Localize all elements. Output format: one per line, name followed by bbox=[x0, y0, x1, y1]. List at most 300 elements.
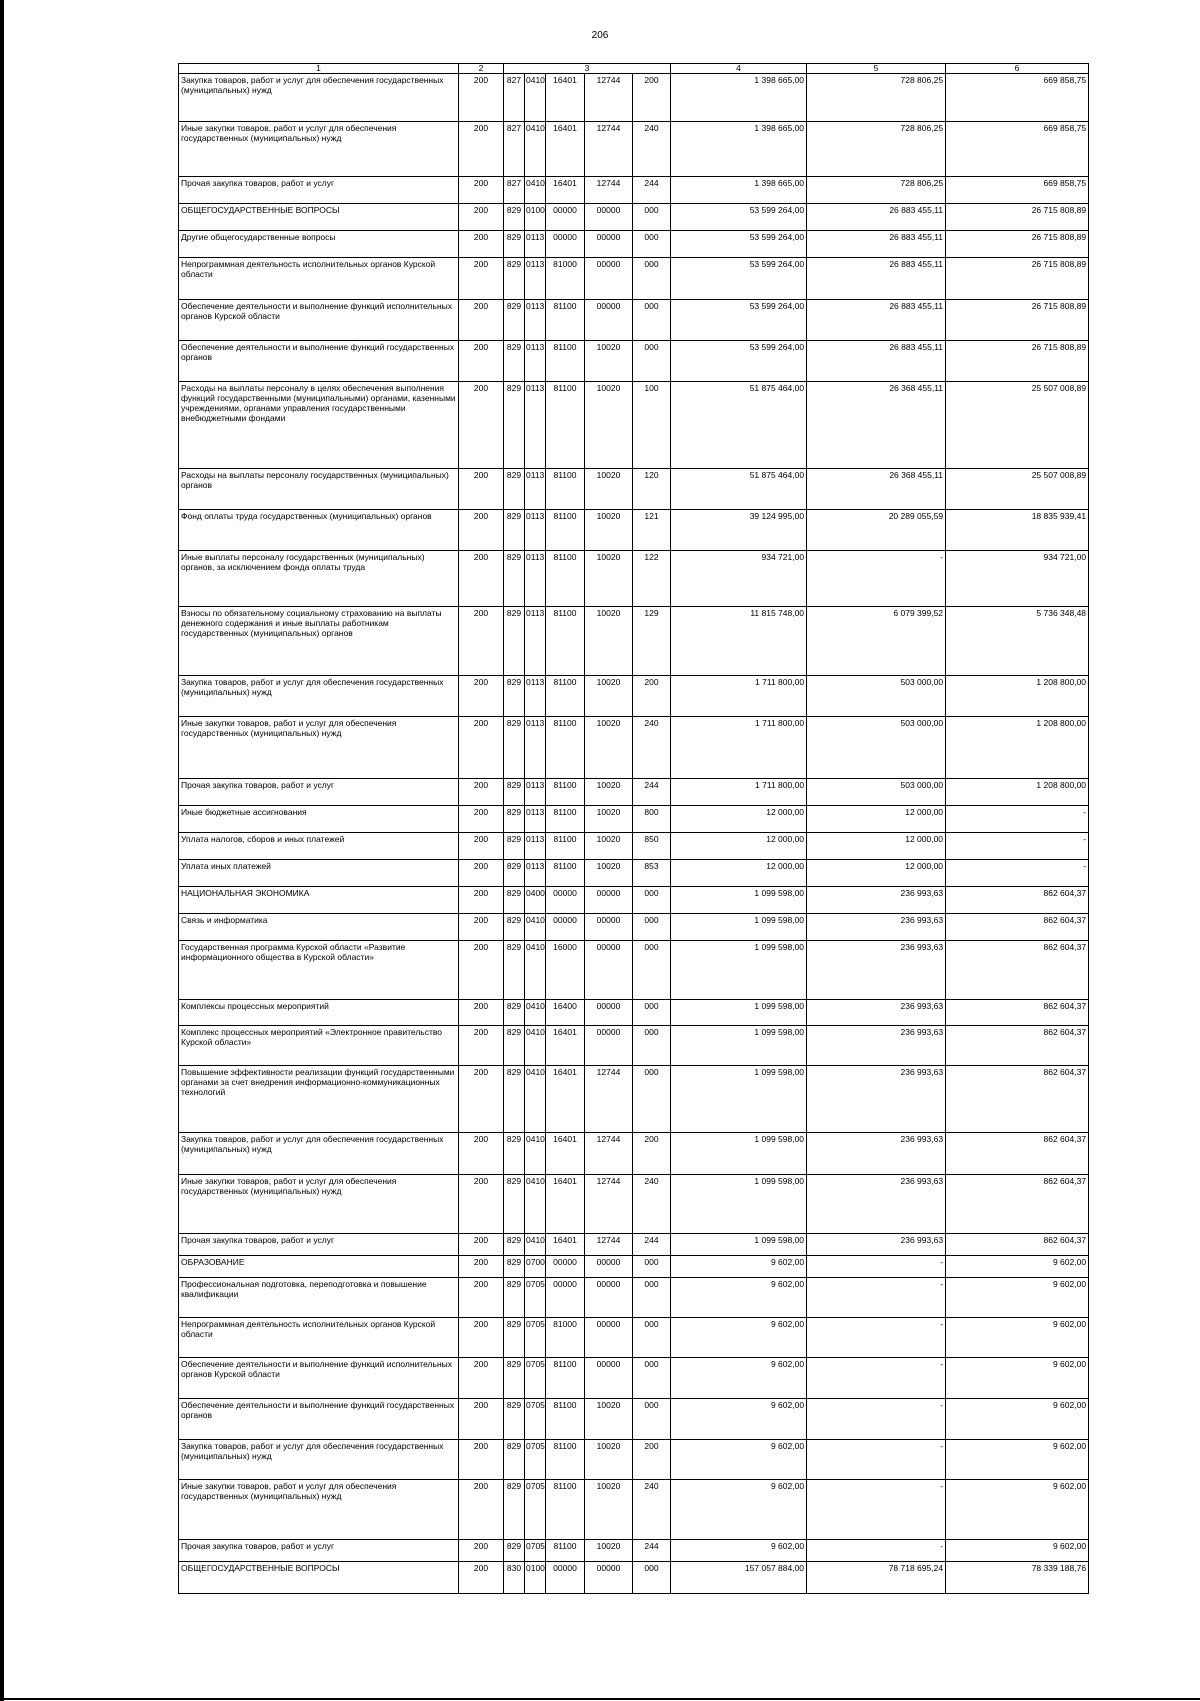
row-code-type-cell: 244 bbox=[633, 779, 671, 806]
table-row bbox=[179, 1234, 1089, 1256]
row-code-program-cell: 81100 bbox=[546, 341, 585, 382]
row-code-section-cell: 0113 bbox=[525, 231, 546, 258]
row-value-5-cell: 78 718 695,24 bbox=[807, 1562, 946, 1594]
row-code-section-cell: 0705 bbox=[525, 1480, 546, 1540]
row-value-4-cell: 1 398 665,00 bbox=[671, 122, 807, 177]
row-code-admin-cell: 829 bbox=[504, 1026, 525, 1066]
table-row bbox=[179, 1066, 1089, 1133]
row-code-type-cell: 000 bbox=[633, 1358, 671, 1399]
row-value-6-cell: 9 602,00 bbox=[946, 1480, 1089, 1540]
row-code-type-cell: 200 bbox=[633, 1133, 671, 1175]
row-value-5-cell: 503 000,00 bbox=[807, 676, 946, 717]
row-value-6-cell: 862 604,37 bbox=[946, 1026, 1089, 1066]
row-value-5-cell: 236 993,63 bbox=[807, 1066, 946, 1133]
row-value-4-cell: 51 875 464,00 bbox=[671, 382, 807, 469]
row-value-4-cell: 1 398 665,00 bbox=[671, 74, 807, 122]
row-code-section-cell: 0113 bbox=[525, 469, 546, 510]
row-value-4-cell: 1 099 598,00 bbox=[671, 1026, 807, 1066]
row-value-6-cell: - bbox=[946, 806, 1089, 833]
table-row bbox=[179, 676, 1089, 717]
row-value-6-cell: 862 604,37 bbox=[946, 1175, 1089, 1234]
row-code-program-cell: 81100 bbox=[546, 1399, 585, 1440]
table-row bbox=[179, 1175, 1089, 1234]
row-code-direction-cell: 10020 bbox=[585, 806, 633, 833]
row-code-type-cell: 000 bbox=[633, 341, 671, 382]
table-row bbox=[179, 258, 1089, 300]
row-col2-cell: 200 bbox=[459, 1278, 504, 1318]
table-row bbox=[179, 469, 1089, 510]
row-name-cell: ОБРАЗОВАНИЕ bbox=[179, 1256, 459, 1278]
row-code-program-cell: 00000 bbox=[546, 887, 585, 914]
row-value-5-cell: 236 993,63 bbox=[807, 914, 946, 941]
row-value-6-cell: 9 602,00 bbox=[946, 1278, 1089, 1318]
row-col2-cell: 200 bbox=[459, 887, 504, 914]
row-value-4-cell: 53 599 264,00 bbox=[671, 341, 807, 382]
row-value-4-cell: 1 711 800,00 bbox=[671, 779, 807, 806]
row-value-4-cell: 9 602,00 bbox=[671, 1318, 807, 1358]
row-value-4-cell: 12 000,00 bbox=[671, 860, 807, 887]
row-col2-cell: 200 bbox=[459, 258, 504, 300]
row-code-program-cell: 16401 bbox=[546, 1026, 585, 1066]
row-code-program-cell: 81100 bbox=[546, 551, 585, 607]
row-code-admin-cell: 829 bbox=[504, 1480, 525, 1540]
row-col2-cell: 200 bbox=[459, 860, 504, 887]
row-code-program-cell: 81100 bbox=[546, 469, 585, 510]
row-value-6-cell: 9 602,00 bbox=[946, 1358, 1089, 1399]
row-value-5-cell: - bbox=[807, 1358, 946, 1399]
row-value-5-cell: 26 883 455,11 bbox=[807, 341, 946, 382]
row-code-type-cell: 000 bbox=[633, 941, 671, 1000]
row-code-direction-cell: 00000 bbox=[585, 231, 633, 258]
row-col2-cell: 200 bbox=[459, 204, 504, 231]
row-code-program-cell: 16401 bbox=[546, 122, 585, 177]
row-code-direction-cell: 12744 bbox=[585, 177, 633, 204]
row-code-program-cell: 81000 bbox=[546, 1318, 585, 1358]
row-code-direction-cell: 10020 bbox=[585, 1440, 633, 1480]
row-name-cell: Обеспечение деятельности и выполнение функций исполнительных органов Курской области bbox=[179, 1358, 459, 1399]
row-code-admin-cell: 829 bbox=[504, 551, 525, 607]
table-row bbox=[179, 382, 1089, 469]
row-code-direction-cell: 10020 bbox=[585, 341, 633, 382]
row-value-6-cell: 862 604,37 bbox=[946, 941, 1089, 1000]
row-value-5-cell: 26 883 455,11 bbox=[807, 300, 946, 341]
row-value-5-cell: - bbox=[807, 1540, 946, 1562]
row-value-4-cell: 9 602,00 bbox=[671, 1399, 807, 1440]
row-code-program-cell: 16000 bbox=[546, 941, 585, 1000]
header-col-6: 6 bbox=[946, 64, 1089, 74]
row-code-program-cell: 81000 bbox=[546, 258, 585, 300]
row-code-direction-cell: 10020 bbox=[585, 551, 633, 607]
row-name-cell: Закупка товаров, работ и услуг для обеспечения государственных (муниципальных) нужд bbox=[179, 1133, 459, 1175]
row-code-admin-cell: 829 bbox=[504, 1066, 525, 1133]
table-row bbox=[179, 1256, 1089, 1278]
scan-bottom-edge bbox=[0, 1698, 1200, 1700]
row-code-direction-cell: 10020 bbox=[585, 779, 633, 806]
row-name-cell: Прочая закупка товаров, работ и услуг bbox=[179, 1540, 459, 1562]
row-code-admin-cell: 829 bbox=[504, 1440, 525, 1480]
table-row bbox=[179, 779, 1089, 806]
row-code-program-cell: 16400 bbox=[546, 1000, 585, 1026]
row-code-admin-cell: 827 bbox=[504, 74, 525, 122]
row-name-cell: Уплата налогов, сборов и иных платежей bbox=[179, 833, 459, 860]
row-value-4-cell: 1 711 800,00 bbox=[671, 717, 807, 779]
row-code-type-cell: 129 bbox=[633, 607, 671, 676]
row-code-section-cell: 0113 bbox=[525, 607, 546, 676]
row-value-4-cell: 1 099 598,00 bbox=[671, 1000, 807, 1026]
row-code-type-cell: 122 bbox=[633, 551, 671, 607]
row-value-6-cell: 78 339 188,76 bbox=[946, 1562, 1089, 1594]
row-code-type-cell: 000 bbox=[633, 258, 671, 300]
row-code-program-cell: 81100 bbox=[546, 510, 585, 551]
row-value-6-cell: 9 602,00 bbox=[946, 1318, 1089, 1358]
row-value-6-cell: 9 602,00 bbox=[946, 1256, 1089, 1278]
row-code-section-cell: 0113 bbox=[525, 382, 546, 469]
row-value-6-cell: 862 604,37 bbox=[946, 1234, 1089, 1256]
row-code-program-cell: 81100 bbox=[546, 1540, 585, 1562]
row-code-section-cell: 0705 bbox=[525, 1399, 546, 1440]
row-value-6-cell: 18 835 939,41 bbox=[946, 510, 1089, 551]
row-name-cell: Закупка товаров, работ и услуг для обеспечения государственных (муниципальных) нужд bbox=[179, 676, 459, 717]
row-code-type-cell: 000 bbox=[633, 1278, 671, 1318]
row-col2-cell: 200 bbox=[459, 231, 504, 258]
row-value-5-cell: - bbox=[807, 1256, 946, 1278]
row-code-section-cell: 0113 bbox=[525, 779, 546, 806]
row-name-cell: Другие общегосударственные вопросы bbox=[179, 231, 459, 258]
row-value-5-cell: - bbox=[807, 1480, 946, 1540]
row-code-program-cell: 16401 bbox=[546, 74, 585, 122]
row-value-5-cell: - bbox=[807, 1318, 946, 1358]
row-name-cell: Обеспечение деятельности и выполнение функций государственных органов bbox=[179, 341, 459, 382]
row-value-4-cell: 1 711 800,00 bbox=[671, 676, 807, 717]
row-code-direction-cell: 12744 bbox=[585, 1234, 633, 1256]
row-value-4-cell: 934 721,00 bbox=[671, 551, 807, 607]
row-name-cell: Комплексы процессных мероприятий bbox=[179, 1000, 459, 1026]
row-value-4-cell: 157 057 884,00 bbox=[671, 1562, 807, 1594]
row-value-6-cell: 1 208 800,00 bbox=[946, 676, 1089, 717]
row-code-direction-cell: 10020 bbox=[585, 717, 633, 779]
row-code-direction-cell: 12744 bbox=[585, 74, 633, 122]
row-code-direction-cell: 10020 bbox=[585, 860, 633, 887]
header-col-2: 2 bbox=[459, 64, 504, 74]
row-code-direction-cell: 00000 bbox=[585, 258, 633, 300]
row-col2-cell: 200 bbox=[459, 1358, 504, 1399]
table-row bbox=[179, 1399, 1089, 1440]
row-value-5-cell: 236 993,63 bbox=[807, 1175, 946, 1234]
row-code-admin-cell: 829 bbox=[504, 717, 525, 779]
row-code-section-cell: 0113 bbox=[525, 300, 546, 341]
row-col2-cell: 200 bbox=[459, 833, 504, 860]
row-value-5-cell: 26 883 455,11 bbox=[807, 258, 946, 300]
row-name-cell: ОБЩЕГОСУДАРСТВЕННЫЕ ВОПРОСЫ bbox=[179, 204, 459, 231]
row-value-5-cell: 26 368 455,11 bbox=[807, 469, 946, 510]
row-name-cell: Расходы на выплаты персоналу в целях обеспечения выполнения функций государственными (муниципальными) органами, казенными учреждениями, органами управления государственными внебюджетными фондами bbox=[179, 382, 459, 469]
row-code-admin-cell: 829 bbox=[504, 1133, 525, 1175]
row-value-5-cell: 236 993,63 bbox=[807, 1133, 946, 1175]
row-code-direction-cell: 00000 bbox=[585, 1562, 633, 1594]
row-code-section-cell: 0113 bbox=[525, 806, 546, 833]
row-col2-cell: 200 bbox=[459, 1234, 504, 1256]
row-col2-cell: 200 bbox=[459, 469, 504, 510]
table-row bbox=[179, 1133, 1089, 1175]
row-code-section-cell: 0113 bbox=[525, 258, 546, 300]
table-row bbox=[179, 1540, 1089, 1562]
row-col2-cell: 200 bbox=[459, 676, 504, 717]
row-value-4-cell: 53 599 264,00 bbox=[671, 231, 807, 258]
row-code-section-cell: 0410 bbox=[525, 122, 546, 177]
row-code-admin-cell: 829 bbox=[504, 1256, 525, 1278]
row-col2-cell: 200 bbox=[459, 74, 504, 122]
row-value-5-cell: 236 993,63 bbox=[807, 1026, 946, 1066]
row-code-section-cell: 0705 bbox=[525, 1278, 546, 1318]
row-code-direction-cell: 00000 bbox=[585, 1256, 633, 1278]
row-code-type-cell: 244 bbox=[633, 1234, 671, 1256]
row-code-section-cell: 0410 bbox=[525, 941, 546, 1000]
row-value-6-cell: 9 602,00 bbox=[946, 1540, 1089, 1562]
row-code-type-cell: 240 bbox=[633, 122, 671, 177]
row-col2-cell: 200 bbox=[459, 941, 504, 1000]
row-code-admin-cell: 829 bbox=[504, 1278, 525, 1318]
row-code-type-cell: 240 bbox=[633, 1175, 671, 1234]
row-name-cell: Связь и информатика bbox=[179, 914, 459, 941]
row-code-program-cell: 16401 bbox=[546, 1175, 585, 1234]
row-col2-cell: 200 bbox=[459, 1256, 504, 1278]
row-col2-cell: 200 bbox=[459, 914, 504, 941]
header-col-4: 4 bbox=[671, 64, 807, 74]
row-code-section-cell: 0113 bbox=[525, 833, 546, 860]
row-value-4-cell: 9 602,00 bbox=[671, 1480, 807, 1540]
row-code-program-cell: 16401 bbox=[546, 1066, 585, 1133]
row-value-6-cell: 26 715 808,89 bbox=[946, 204, 1089, 231]
row-value-5-cell: 12 000,00 bbox=[807, 833, 946, 860]
row-code-type-cell: 000 bbox=[633, 1399, 671, 1440]
row-col2-cell: 200 bbox=[459, 177, 504, 204]
row-name-cell: Закупка товаров, работ и услуг для обеспечения государственных (муниципальных) нужд bbox=[179, 74, 459, 122]
row-value-6-cell: 862 604,37 bbox=[946, 1133, 1089, 1175]
row-value-5-cell: 728 806,25 bbox=[807, 74, 946, 122]
row-code-section-cell: 0410 bbox=[525, 914, 546, 941]
row-name-cell: Повышение эффективности реализации функций государственными органами за счет внедрения информационно-коммуникационных технологий bbox=[179, 1066, 459, 1133]
row-code-admin-cell: 829 bbox=[504, 1175, 525, 1234]
row-col2-cell: 200 bbox=[459, 1540, 504, 1562]
row-code-program-cell: 81100 bbox=[546, 779, 585, 806]
row-col2-cell: 200 bbox=[459, 1133, 504, 1175]
row-code-admin-cell: 829 bbox=[504, 941, 525, 1000]
row-col2-cell: 200 bbox=[459, 382, 504, 469]
row-value-6-cell: 26 715 808,89 bbox=[946, 300, 1089, 341]
row-value-6-cell: 25 507 008,89 bbox=[946, 469, 1089, 510]
row-col2-cell: 200 bbox=[459, 1480, 504, 1540]
row-code-program-cell: 00000 bbox=[546, 1256, 585, 1278]
row-code-section-cell: 0113 bbox=[525, 717, 546, 779]
row-code-direction-cell: 10020 bbox=[585, 382, 633, 469]
row-value-4-cell: 39 124 995,00 bbox=[671, 510, 807, 551]
row-name-cell: ОБЩЕГОСУДАРСТВЕННЫЕ ВОПРОСЫ bbox=[179, 1562, 459, 1594]
header-col-5: 5 bbox=[807, 64, 946, 74]
row-value-6-cell: - bbox=[946, 833, 1089, 860]
row-code-section-cell: 0113 bbox=[525, 551, 546, 607]
row-value-4-cell: 1 099 598,00 bbox=[671, 941, 807, 1000]
row-name-cell: Уплата иных платежей bbox=[179, 860, 459, 887]
row-value-4-cell: 1 099 598,00 bbox=[671, 1175, 807, 1234]
row-code-section-cell: 0410 bbox=[525, 1234, 546, 1256]
row-code-section-cell: 0705 bbox=[525, 1318, 546, 1358]
row-code-section-cell: 0410 bbox=[525, 1026, 546, 1066]
row-name-cell: Расходы на выплаты персоналу государственных (муниципальных) органов bbox=[179, 469, 459, 510]
row-code-direction-cell: 10020 bbox=[585, 510, 633, 551]
row-col2-cell: 200 bbox=[459, 341, 504, 382]
row-name-cell: Обеспечение деятельности и выполнение функций исполнительных органов Курской области bbox=[179, 300, 459, 341]
row-code-program-cell: 81100 bbox=[546, 1440, 585, 1480]
scan-left-border bbox=[0, 0, 4, 1701]
row-code-admin-cell: 829 bbox=[504, 607, 525, 676]
row-value-6-cell: 26 715 808,89 bbox=[946, 258, 1089, 300]
row-code-direction-cell: 10020 bbox=[585, 1540, 633, 1562]
row-code-type-cell: 000 bbox=[633, 1000, 671, 1026]
row-value-4-cell: 12 000,00 bbox=[671, 833, 807, 860]
header-col-3: 3 bbox=[504, 64, 671, 74]
row-code-direction-cell: 00000 bbox=[585, 941, 633, 1000]
table-row bbox=[179, 1358, 1089, 1399]
row-code-admin-cell: 829 bbox=[504, 1358, 525, 1399]
row-value-5-cell: 6 079 399,52 bbox=[807, 607, 946, 676]
row-value-5-cell: 236 993,63 bbox=[807, 941, 946, 1000]
row-code-admin-cell: 829 bbox=[504, 1318, 525, 1358]
row-value-4-cell: 1 099 598,00 bbox=[671, 1133, 807, 1175]
row-value-4-cell: 53 599 264,00 bbox=[671, 204, 807, 231]
row-code-admin-cell: 829 bbox=[504, 1540, 525, 1562]
row-value-5-cell: 503 000,00 bbox=[807, 779, 946, 806]
row-code-admin-cell: 829 bbox=[504, 231, 525, 258]
table-row bbox=[179, 914, 1089, 941]
row-code-section-cell: 0410 bbox=[525, 1175, 546, 1234]
row-value-6-cell: 26 715 808,89 bbox=[946, 231, 1089, 258]
row-value-5-cell: - bbox=[807, 1399, 946, 1440]
row-code-program-cell: 16401 bbox=[546, 1133, 585, 1175]
row-code-admin-cell: 829 bbox=[504, 1234, 525, 1256]
table-row bbox=[179, 231, 1089, 258]
row-value-4-cell: 9 602,00 bbox=[671, 1256, 807, 1278]
row-code-direction-cell: 10020 bbox=[585, 469, 633, 510]
row-name-cell: Обеспечение деятельности и выполнение функций государственных органов bbox=[179, 1399, 459, 1440]
row-name-cell: Прочая закупка товаров, работ и услуг bbox=[179, 779, 459, 806]
table-row bbox=[179, 1318, 1089, 1358]
row-value-4-cell: 1 099 598,00 bbox=[671, 887, 807, 914]
row-col2-cell: 200 bbox=[459, 1440, 504, 1480]
row-code-section-cell: 0410 bbox=[525, 1133, 546, 1175]
row-value-5-cell: - bbox=[807, 1440, 946, 1480]
row-value-6-cell: 669 858,75 bbox=[946, 74, 1089, 122]
row-code-type-cell: 000 bbox=[633, 300, 671, 341]
row-name-cell: Иные бюджетные ассигнования bbox=[179, 806, 459, 833]
row-value-6-cell: 1 208 800,00 bbox=[946, 717, 1089, 779]
row-value-6-cell: 669 858,75 bbox=[946, 122, 1089, 177]
row-name-cell: Государственная программа Курской области «Развитие информационного общества в Курской области» bbox=[179, 941, 459, 1000]
row-code-section-cell: 0100 bbox=[525, 204, 546, 231]
row-name-cell: Закупка товаров, работ и услуг для обеспечения государственных (муниципальных) нужд bbox=[179, 1440, 459, 1480]
row-value-5-cell: 236 993,63 bbox=[807, 887, 946, 914]
table-row bbox=[179, 74, 1089, 122]
row-name-cell: Непрограммная деятельность исполнительных органов Курской области bbox=[179, 258, 459, 300]
row-value-4-cell: 9 602,00 bbox=[671, 1278, 807, 1318]
row-code-direction-cell: 10020 bbox=[585, 676, 633, 717]
row-code-program-cell: 00000 bbox=[546, 204, 585, 231]
table-row bbox=[179, 341, 1089, 382]
row-value-4-cell: 1 398 665,00 bbox=[671, 177, 807, 204]
table-row bbox=[179, 300, 1089, 341]
row-code-program-cell: 81100 bbox=[546, 1358, 585, 1399]
row-value-5-cell: 12 000,00 bbox=[807, 806, 946, 833]
row-value-5-cell: 12 000,00 bbox=[807, 860, 946, 887]
row-code-type-cell: 000 bbox=[633, 1066, 671, 1133]
row-col2-cell: 200 bbox=[459, 1562, 504, 1594]
row-value-6-cell: 862 604,37 bbox=[946, 1066, 1089, 1133]
row-code-type-cell: 244 bbox=[633, 1540, 671, 1562]
table-row bbox=[179, 1562, 1089, 1594]
row-value-5-cell: 20 289 055,59 bbox=[807, 510, 946, 551]
row-col2-cell: 200 bbox=[459, 300, 504, 341]
row-name-cell: Иные закупки товаров, работ и услуг для обеспечения государственных (муниципальных) нужд bbox=[179, 1175, 459, 1234]
row-code-section-cell: 0400 bbox=[525, 887, 546, 914]
row-code-direction-cell: 12744 bbox=[585, 122, 633, 177]
row-code-program-cell: 16401 bbox=[546, 177, 585, 204]
row-value-6-cell: 25 507 008,89 bbox=[946, 382, 1089, 469]
row-code-direction-cell: 12744 bbox=[585, 1066, 633, 1133]
table-row bbox=[179, 717, 1089, 779]
table-row bbox=[179, 887, 1089, 914]
row-name-cell: Непрограммная деятельность исполнительных органов Курской области bbox=[179, 1318, 459, 1358]
row-col2-cell: 200 bbox=[459, 1175, 504, 1234]
row-code-type-cell: 240 bbox=[633, 1480, 671, 1540]
row-code-type-cell: 000 bbox=[633, 231, 671, 258]
row-col2-cell: 200 bbox=[459, 1318, 504, 1358]
row-col2-cell: 200 bbox=[459, 779, 504, 806]
table-row bbox=[179, 551, 1089, 607]
row-code-admin-cell: 829 bbox=[504, 341, 525, 382]
row-code-direction-cell: 12744 bbox=[585, 1175, 633, 1234]
row-value-5-cell: 26 368 455,11 bbox=[807, 382, 946, 469]
row-code-admin-cell: 829 bbox=[504, 469, 525, 510]
row-code-type-cell: 853 bbox=[633, 860, 671, 887]
row-code-admin-cell: 829 bbox=[504, 676, 525, 717]
row-value-4-cell: 1 099 598,00 bbox=[671, 914, 807, 941]
table-row bbox=[179, 833, 1089, 860]
row-code-direction-cell: 00000 bbox=[585, 1026, 633, 1066]
row-code-direction-cell: 00000 bbox=[585, 1000, 633, 1026]
row-code-admin-cell: 829 bbox=[504, 806, 525, 833]
row-code-section-cell: 0113 bbox=[525, 860, 546, 887]
row-col2-cell: 200 bbox=[459, 510, 504, 551]
row-code-type-cell: 000 bbox=[633, 1318, 671, 1358]
row-code-section-cell: 0113 bbox=[525, 676, 546, 717]
row-code-program-cell: 81100 bbox=[546, 806, 585, 833]
row-code-type-cell: 120 bbox=[633, 469, 671, 510]
row-code-type-cell: 000 bbox=[633, 887, 671, 914]
row-value-4-cell: 11 815 748,00 bbox=[671, 607, 807, 676]
table-row bbox=[179, 941, 1089, 1000]
row-code-direction-cell: 00000 bbox=[585, 204, 633, 231]
table-row bbox=[179, 1440, 1089, 1480]
row-code-program-cell: 00000 bbox=[546, 1562, 585, 1594]
row-code-type-cell: 000 bbox=[633, 1256, 671, 1278]
row-value-6-cell: - bbox=[946, 860, 1089, 887]
row-code-program-cell: 81100 bbox=[546, 300, 585, 341]
row-name-cell: Иные закупки товаров, работ и услуг для обеспечения государственных (муниципальных) нужд bbox=[179, 717, 459, 779]
row-code-direction-cell: 00000 bbox=[585, 1318, 633, 1358]
row-col2-cell: 200 bbox=[459, 1066, 504, 1133]
row-value-5-cell: 503 000,00 bbox=[807, 717, 946, 779]
row-code-direction-cell: 12744 bbox=[585, 1133, 633, 1175]
row-code-admin-cell: 829 bbox=[504, 887, 525, 914]
